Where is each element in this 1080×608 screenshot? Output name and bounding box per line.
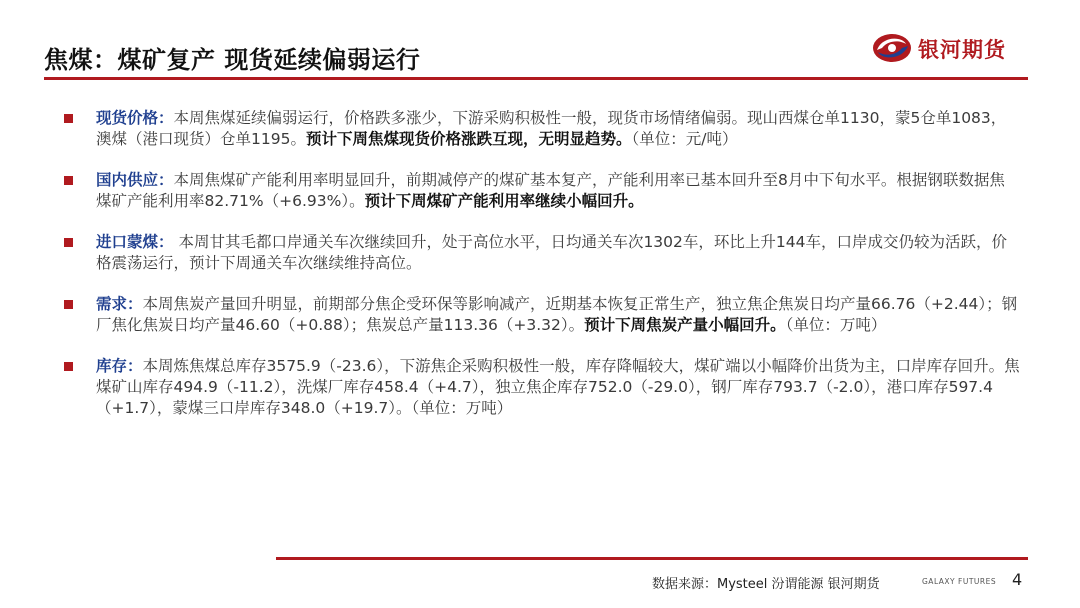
bullet-tail: （单位：元/吨） — [631, 130, 738, 148]
logo-text: 银河期货 — [918, 38, 1006, 62]
galaxy-futures-wordmark: GALAXY FUTURES — [922, 577, 997, 586]
bullet-text — [96, 108, 1020, 150]
header-divider — [44, 77, 1028, 80]
bullet-highlight: 预计下周焦炭产量小幅回升。 — [584, 316, 786, 334]
bullet-tail: （单位：万吨） — [411, 399, 513, 417]
bullet-import-mongolia — [60, 232, 1020, 274]
data-source: 数据来源：Mysteel 汾谓能源 银河期货 — [652, 577, 880, 592]
company-logo — [872, 28, 1032, 68]
bullet-list — [60, 108, 1020, 439]
bullet-tail: （单位：万吨） — [785, 316, 887, 334]
bullet-body: 本周甘其毛都口岸通关车次继续回升，处于高位水平，日均通关车次1302车，环比上升144车，口岸成交仍较为活跃，价格震荡运行，预计下周通关车次继续维持高位。 — [96, 233, 1007, 272]
bullet-spot-price — [60, 108, 1020, 150]
page-number: 4 — [1012, 570, 1023, 589]
bullet-body: 本周炼焦煤总库存3575.9（-23.6），下游焦企采购积极性一般，库存降幅较大，煤矿端以小幅降价出货为主，口岸库存回升。焦煤矿山库存494.9（-11.2），洗煤厂库存458.4（+4.7），独立焦企库存752.0（-29.0），钢厂库存793.7（-2.0），港口库存597.4（+1.7），蒙煤三口岸库存348.0（+19.7）。 — [96, 357, 1020, 417]
page-title: 焦煤：煤矿复产 现货延续偏弱运行 — [44, 46, 421, 74]
bullet-domestic-supply — [60, 170, 1020, 212]
bullet-label: 库存： — [96, 357, 143, 375]
square-bullet-icon — [64, 300, 73, 309]
bullet-text — [96, 232, 1020, 274]
bullet-text — [96, 294, 1020, 336]
galaxy-swirl-logo-icon — [872, 30, 912, 66]
bullet-text — [96, 170, 1020, 212]
square-bullet-icon — [64, 114, 73, 123]
square-bullet-icon — [64, 362, 73, 371]
bullet-label: 需求： — [96, 295, 143, 313]
bullet-text — [96, 356, 1020, 419]
bullet-body: 本周焦煤矿产能利用率明显回升，前期减停产的煤矿基本复产，产能利用率已基本回升至8月中下旬水平。根据钢联数据焦煤矿产能利用率82.71%（+6.93%）。 — [96, 171, 1005, 210]
bullet-label: 现货价格： — [96, 109, 174, 127]
bullet-inventory — [60, 356, 1020, 419]
bullet-body: 本周焦炭产量回升明显，前期部分焦企受环保等影响减产，近期基本恢复正常生产，独立焦企焦炭日均产量66.76（+2.44）；钢厂焦化焦炭日均产量46.60（+0.88）；焦炭总产量113.36（+3.32）。 — [96, 295, 1018, 334]
bullet-highlight: 预计下周煤矿产能利用率继续小幅回升。 — [364, 192, 644, 210]
bullet-body: 本周焦煤延续偏弱运行，价格跌多涨少，下游采购积极性一般，现货市场情绪偏弱。现山西煤仓单1130，蒙5仓单1083，澳煤（港口现货）仓单1195。 — [96, 109, 1007, 148]
square-bullet-icon — [64, 176, 73, 185]
bullet-demand — [60, 294, 1020, 336]
square-bullet-icon — [64, 238, 73, 247]
bullet-label: 进口蒙煤： — [96, 233, 174, 251]
bullet-label: 国内供应： — [96, 171, 174, 189]
footer-divider — [276, 557, 1028, 560]
bullet-highlight: 预计下周焦煤现货价格涨跌互现，无明显趋势。 — [305, 130, 632, 148]
